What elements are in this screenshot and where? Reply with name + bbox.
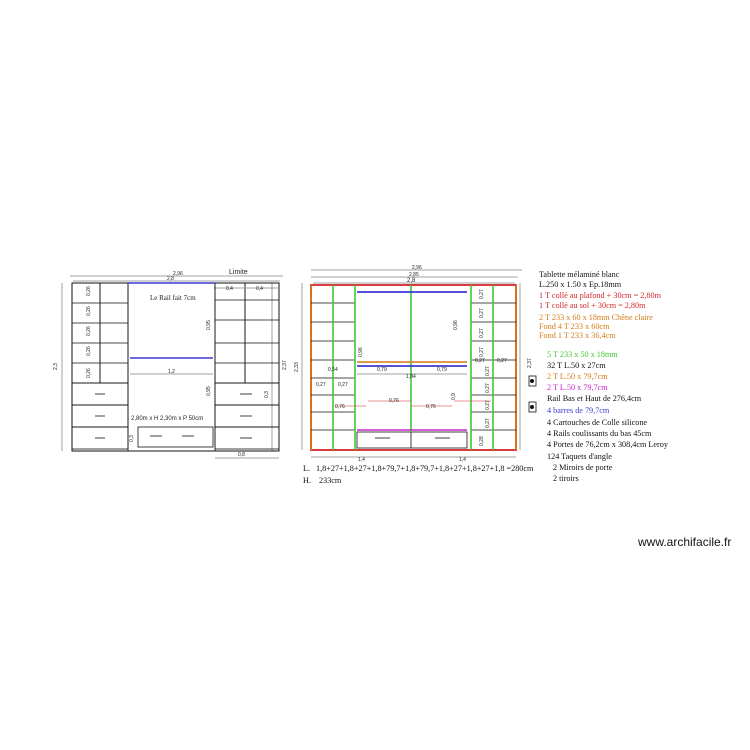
- right-dim-14a: 1,4: [358, 457, 365, 463]
- left-dim-04a: 0,4: [226, 286, 233, 292]
- part-line-11: 2 Miroirs de porte: [553, 463, 613, 472]
- material-line-2: L.250 x 1.50 x Ep.18mm: [539, 280, 622, 289]
- formula-h-prefix: H.: [303, 476, 311, 485]
- part-line-3: 2 T L.50 x 79,7cm: [547, 372, 608, 381]
- right-dim-079b: 0,79: [437, 367, 447, 373]
- formula-l-prefix: L.: [303, 464, 311, 473]
- part-line-10: 124 Taquets d'angle: [547, 452, 612, 461]
- right-dim-027-r7: 0,27: [485, 400, 491, 410]
- left-dim-04b: 0,4: [256, 286, 263, 292]
- right-dim-237: 2,37: [527, 358, 533, 368]
- right-dim-total: 2,96: [412, 265, 422, 271]
- formula-l-value: 1,8+27+1,8+27+1,8+79,7+1,8+79,7+1,8+27+1,8+27+1,8 =280cm: [316, 464, 534, 473]
- part-line-9: 4 Portes de 76,2cm x 308,4cm Leroy: [547, 440, 668, 449]
- right-dim-027-r6: 0,27: [485, 383, 491, 393]
- right-dim-054: 0,54: [328, 367, 338, 373]
- left-dim-026-1: 0,26: [86, 286, 92, 296]
- right-dim-076c: 0,76: [426, 404, 436, 410]
- right-dim-027-r1: 0,27: [479, 289, 485, 299]
- left-dim-026-2: 0,26: [86, 306, 92, 316]
- part-line-7: 4 Cartouches de Colle silicone: [547, 418, 648, 427]
- left-dim-12: 1,2: [168, 369, 175, 375]
- right-dim-027-r5: 0,27: [485, 366, 491, 376]
- formula-h-value: 233cm: [319, 476, 342, 485]
- right-dim-28: 2,8: [407, 278, 416, 284]
- rail-note: Le Rail fait 7cm: [150, 294, 196, 302]
- right-dim-027-r2: 0,27: [479, 308, 485, 318]
- part-line-1: 5 T 233 x 50 x 18mm: [547, 350, 618, 359]
- size-note: 2,80m x H 2,30m x P 50cm: [131, 416, 204, 422]
- left-dim-026-3: 0,26: [86, 326, 92, 336]
- right-dim-079a: 0,79: [377, 367, 387, 373]
- material-line-1: Tablette mélaminé blanc: [539, 270, 620, 279]
- right-dim-096: 0,96: [453, 320, 459, 330]
- left-dim-095b: 0,95: [206, 386, 212, 396]
- right-dim-096b: 0,96: [358, 347, 364, 357]
- left-dim-inner: 2,8: [167, 276, 174, 282]
- right-dim-076a: 0,76: [335, 404, 345, 410]
- right-dim-285: 2,85: [409, 272, 419, 278]
- left-dim-095a: 0,95: [206, 320, 212, 330]
- right-dim-027-r4: 0,27: [479, 347, 485, 357]
- right-dim-09: 0,9: [451, 393, 457, 400]
- material-line-6: Fond 4 T 233 x 60cm: [539, 322, 610, 331]
- left-dim-026-4: 0,26: [86, 346, 92, 356]
- right-dim-027-r8: 0,27: [485, 418, 491, 428]
- right-dim-184: 1,84: [406, 374, 416, 380]
- right-dim-027-mid: 0,27: [475, 358, 485, 364]
- right-dim-14b: 1,4: [459, 457, 466, 463]
- right-dim-233: 2,33: [294, 362, 300, 372]
- part-line-2: 32 T L.50 x 27cm: [547, 361, 606, 370]
- part-line-12: 2 tiroirs: [553, 474, 579, 483]
- left-dim-total: 2,96: [173, 271, 183, 277]
- limite-label: Limite: [229, 269, 248, 276]
- right-dim-076b: 0,76: [389, 398, 399, 404]
- credit-watermark: www.archifacile.fr: [638, 535, 732, 549]
- left-dim-026-5: 0,26: [86, 368, 92, 378]
- left-dim-height: 2,3: [53, 363, 59, 370]
- right-dim-027-l2: 0,27: [338, 382, 348, 388]
- left-dim-08: 0,8: [238, 452, 245, 458]
- part-line-6: 4 barres de 79,7cm: [547, 406, 610, 415]
- material-line-5: 2 T 233 x 60 x 18mm Chêne claire: [539, 313, 653, 322]
- left-plan: [62, 276, 283, 458]
- material-line-4: 1 T collé au sol + 30cm = 2,80m: [539, 301, 646, 310]
- material-line-3: 1 T collé au plafond + 30cm = 2,80m: [539, 291, 661, 300]
- left-dim-03b: 0,3: [264, 391, 270, 398]
- material-line-7: Fond 1 T 233 x 36,4cm: [539, 331, 616, 340]
- part-line-4: 2 T L.50 x 79,7cm: [547, 383, 608, 392]
- right-dim-027-l1: 0,27: [316, 382, 326, 388]
- part-line-8: 4 Rails coulissants du bas 45cm: [547, 429, 652, 438]
- left-dim-03a: 0,3: [129, 435, 135, 442]
- part-line-5: Rail Bas et Haut de 276,4cm: [547, 394, 642, 403]
- right-dim-027-b: 0,27: [497, 358, 507, 364]
- right-dim-028: 0,28: [479, 436, 485, 446]
- left-dim-237: 2,37: [282, 360, 288, 370]
- right-dim-027-r3: 0,27: [479, 328, 485, 338]
